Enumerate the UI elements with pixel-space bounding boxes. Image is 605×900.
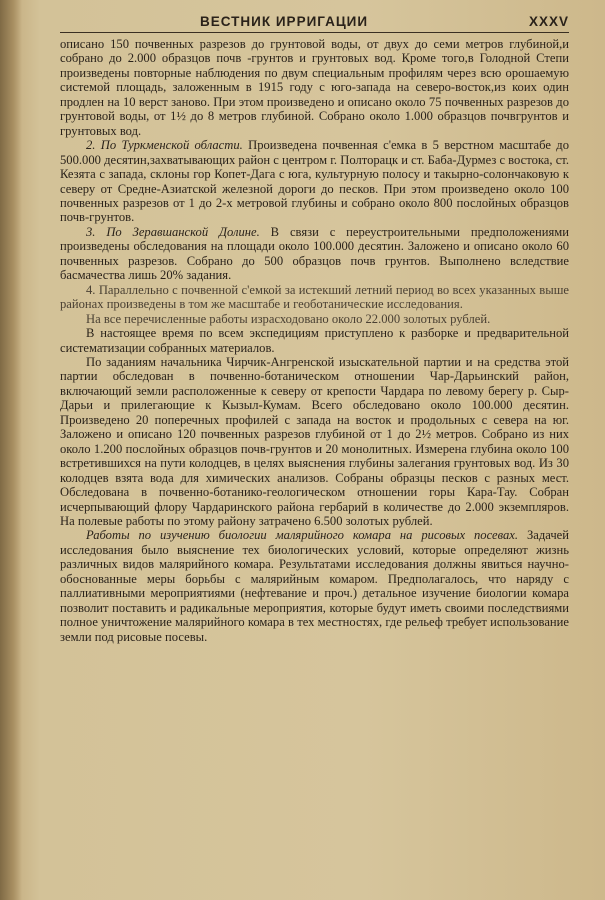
- paragraph: [60, 37, 569, 138]
- paragraph-text: Произведена почвенная с'емка в 5 верстном масштабе до 500.000 десятин,захватывающих район с центром г. Полторацк и ст. Баба-Дурмез с востока, ст. Кезята с запада, склоны гор Копет-Дага с юга, культурную полосу и такырно-солончаковую к северу от Средне-Азиатской железной дороги до песков. При этом произведено около 100 почвенных разрезов от 1 до 2-х метровой глубины и собрано около 800 послойных образцов почв-грунтов.: [60, 138, 569, 225]
- paragraph-text: Задачей исследования было выяснение тех биологических условий, которые определяют жизнь различных видов малярийного комара. Результатами исследования должны явиться научно-обоснованные меры борьбы с малярийным комаром. Предполагалось, что наряду с паллиативными мероприятиями (нефтевание и проч.) детальное изучение биологии комара позволит поставить и радикальные мероприятия, которые будут иметь своими последствиями полное уничтожение малярийного комара в тех местностях, где рельеф требует использование земли под рисовые посевы.: [60, 528, 569, 644]
- section-heading: 2. По Туркменской области.: [86, 138, 243, 153]
- paragraph: [60, 225, 569, 283]
- paragraph-text: По заданиям начальника Чирчик-Ангренской изыскательной партии и на средства этой партии обследован в почвенно-ботаническом отношении Чар-Дарьинский район, включающий земли расположенные к северу от крепости Чардара по левому берегу р. Сыр-Дарьи и прилегающие к Кызыл-Кумам. Всего обследовано около 100.000 десятин. Произведено 20 поперечных профилей с запада на восток и продольных с севера на юг. Заложено и описано 120 почвенных разрезов глубиной от 1 до 2½ метров. Собрано из них около 1.200 послойных образцов почв-грунтов и 20 монолитных. Измерена глубина около 100 встретившихся на пути колодцев, в целях выяснения глубины залегания грунтовых вод. Из 30 колодцев взята вода для химических анализов. Собраны образцы песков с разных мест. Обследована в почвенно-ботанико-геологическом отношении горы Кара-Тау. Собран исчерпывающий флору Чардаринского района гербарий в количестве до 2.000 экземпляров. На полевые работы по этому району затрачено 6.500 золотых рублей.: [60, 354, 569, 528]
- paragraph: [60, 528, 569, 644]
- page-number: XXXV: [528, 14, 569, 29]
- paragraph: [60, 355, 569, 528]
- paragraph-text: В настоящее время по всем экспедициям приступлено к разборке и предварительной систематизации собранных материалов.: [60, 326, 569, 355]
- section-heading: 3. По Зеравшанской Долине.: [86, 224, 260, 239]
- paragraph: [60, 138, 569, 225]
- paragraph-text: На все перечисленные работы израсходовано около 22.000 золотых рублей.: [86, 311, 491, 326]
- paragraph: [60, 326, 569, 355]
- paragraph-text: описано 150 почвенных разрезов до грунтовой воды, от двух до семи метров глубиной,и собрано до 2.000 образцов почв -грунтов и грунтовых вод. Кроме того,в Голодной Степи произведены повторные наблюдения по двум специальным профилям через всю орошаемую системой площадь, заложенным в 1915 году с юго-запада на северо-восток,из коих один продлен на 10 верст заново. При этом произведено и описано около 75 почвенных разрезов до грунтовой воды, от 1½ до 8 метров глубиной. Собрано около 1.000 образцов почвгрунтов и грунтовых вод.: [60, 37, 569, 138]
- journal-title: ВЕСТНИК ИРРИГАЦИИ: [200, 14, 369, 29]
- paragraph-text: 4. Параллельно с почвенной с'емкой за истекший летний период во всех указанных выше районах произведены в том же масштабе и геоботанические исследования.: [60, 282, 569, 312]
- article-body: [60, 37, 569, 644]
- paragraph: [60, 283, 569, 312]
- section-heading: Работы по изучению биологии малярийного комара на рисовых посевах.: [86, 528, 519, 543]
- paragraph: [60, 312, 569, 326]
- paragraph-text: В связи с переустроительными предположениями произведены обследования на площади около 100.000 десятин. Заложено и описано около 60 почвенных разрезов. Собрано до 500 образцов почв грунтов. Выполнено вследствие басмачества лишь 20% задания.: [60, 224, 569, 283]
- running-header: [60, 12, 569, 33]
- page-binding-shadow: [0, 0, 22, 900]
